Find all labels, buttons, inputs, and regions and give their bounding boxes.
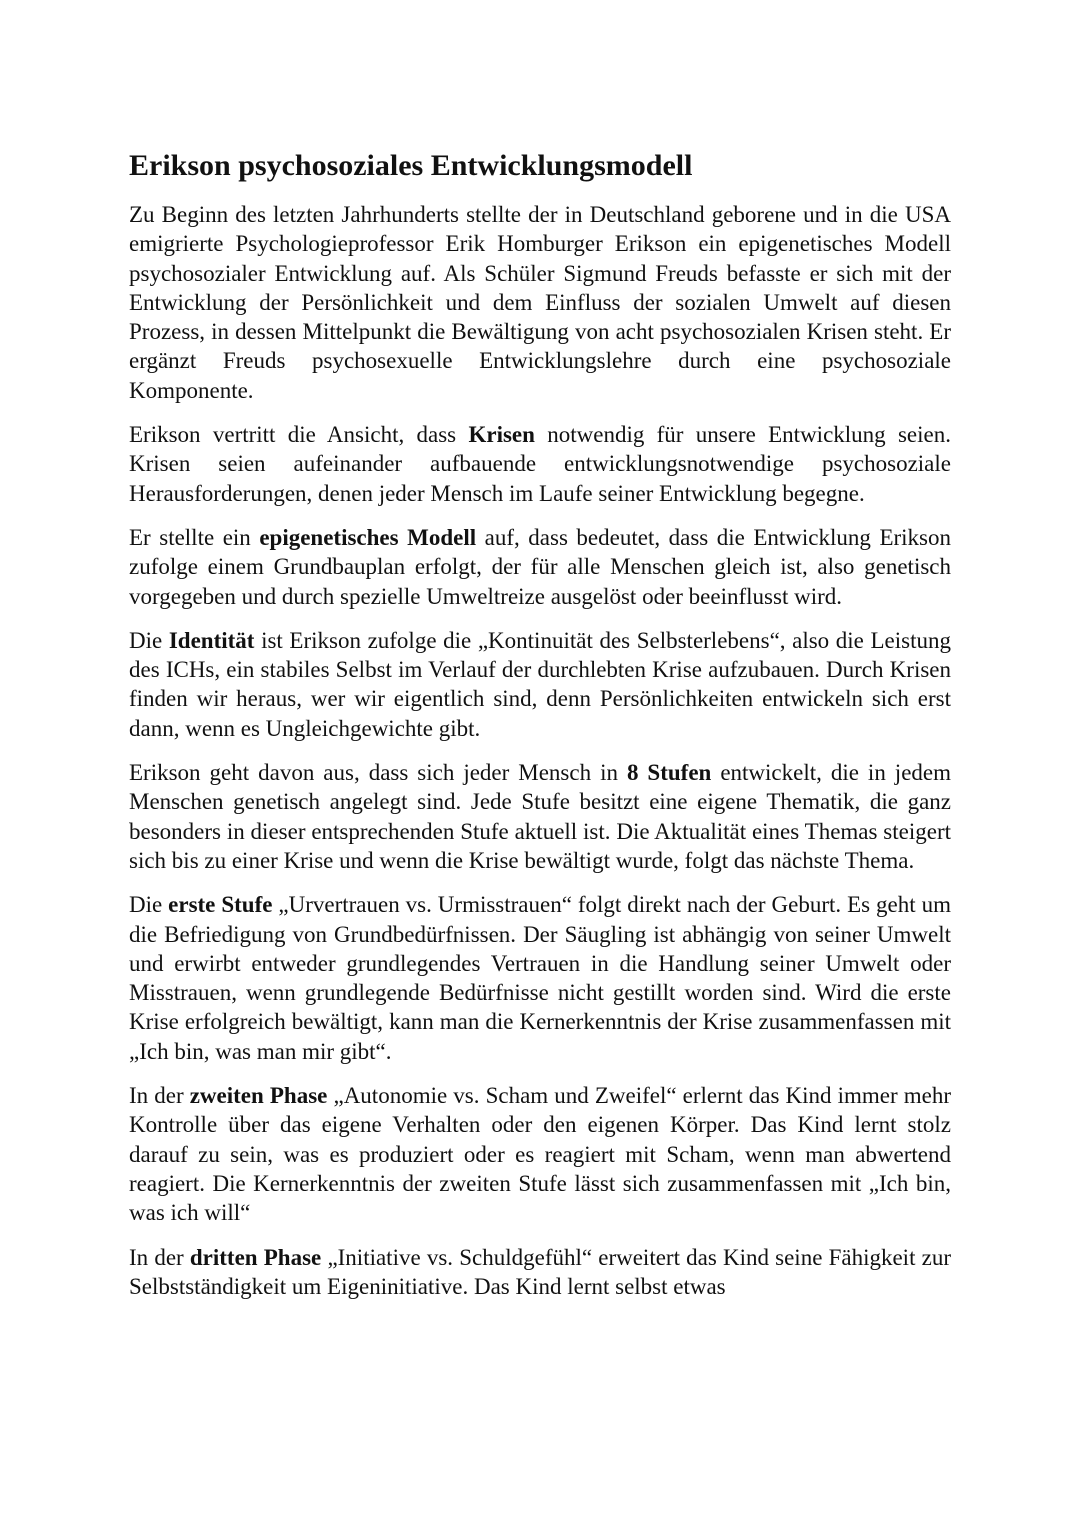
paragraph-text: Erikson geht davon aus, dass sich jeder Mensch in xyxy=(129,760,627,786)
paragraph-stufen xyxy=(129,758,951,875)
bold-term: Identität xyxy=(168,627,255,653)
paragraph-zweite-phase xyxy=(129,1081,951,1227)
paragraph-identitaet xyxy=(129,626,951,743)
paragraph-text: ist Erikson zufolge die „Kontinuität des Selbsterlebens“, also die Leistung des ICHs, ein stabiles Selbst im Verlauf der durchlebten Krise aufzubauen. Durch Krisen finden wir heraus, wer wir eigentlich sind, denn Persönlichkeiten entwickeln sich erst dann, wenn es Ungleichgewichte gibt. xyxy=(129,627,951,741)
paragraph-text: „Initiative vs. Schuldgefühl“ erweitert das Kind seine Fähigkeit zur Selbstständigkeit um Eigeninitiative. Das Kind lernt selbst etwas xyxy=(129,1244,951,1299)
paragraph-text: Die xyxy=(129,627,169,653)
bold-term: erste Stufe xyxy=(168,892,273,918)
paragraph-text: „Autonomie vs. Scham und Zweifel“ erlernt das Kind immer mehr Kontrolle über das eigene Verhalten oder den eigenen Körper. Das Kind lernt stolz darauf zu sein, was es produziert oder es reagiert mit Scham, wenn man abwertend reagiert. Die Kernerkenntnis der zweiten Stufe lässt sich zusammenfassen mit „Ich bin, was ich will“ xyxy=(129,1083,951,1226)
paragraph-erste-stufe xyxy=(129,890,951,1066)
paragraph-text: „Urvertrauen vs. Urmisstrauen“ folgt direkt nach der Geburt. Es geht um die Befriedigung von Grundbedürfnissen. Der Säugling ist abhängig von seiner Umwelt und erwirbt entweder grundlegendes Vertrauen in die Handlung seiner Umwelt oder Misstrauen, wenn grundlegende Bedürfnisse nicht gestillt worden sind. Wird die erste Krise erfolgreich bewältigt, kann man die Kernerkenntnis der Krise zusammenfassen mit „Ich bin, was man mir gibt“. xyxy=(129,892,951,1064)
paragraph-krisen xyxy=(129,420,951,508)
bold-term: Krisen xyxy=(468,422,535,448)
paragraph-text: auf, dass bedeutet, dass die Entwicklung Erikson zufolge einem Grundbauplan erfolgt, der für alle Menschen gleich ist, also genetisch vorgegeben und durch spezielle Umweltreize ausgelöst oder beeinflusst wird. xyxy=(129,524,951,609)
paragraph-text: Zu Beginn des letzten Jahrhunderts stellte der in Deutschland geborene und in die USA emigrierte Psychologieprofessor Erik Homburger Erikson ein epigenetisches Modell psychosozialer Entwicklung auf. Als Schüler Sigmund Freuds befasste er sich mit der Entwicklung der Persönlichkeit und dem Einfluss der sozialen Umwelt auf diesen Prozess, in dessen Mittelpunkt die Bewältigung von acht psychosozialen Krisen steht. Er ergänzt Freuds psychosexuelle Entwicklungslehre durch eine psychosoziale Komponente. xyxy=(129,202,951,403)
paragraph-text: entwickelt, die in jedem Menschen genetisch angelegt sind. Jede Stufe besitzt eine eigene Thematik, die ganz besonders in dieser entsprechenden Stufe aktuell ist. Die Aktualität eines Themas steigert sich bis zu einer Krise und wenn die Krise bewältigt wurde, folgt das nächste Thema. xyxy=(129,760,952,873)
paragraph-text: Erikson vertritt die Ansicht, dass xyxy=(129,422,469,448)
bold-term: epigenetisches Modell xyxy=(259,524,477,550)
paragraph-text: In der xyxy=(129,1083,190,1109)
paragraph-text: notwendig für unsere Entwicklung seien. Krisen seien aufeinander aufbauende entwicklungsnotwendige psychosoziale Herausforderungen, denen jeder Mensch im Laufe seiner Entwicklung begegne. xyxy=(129,422,951,506)
document-page xyxy=(129,146,951,1316)
paragraph-dritte-phase xyxy=(129,1243,951,1302)
paragraph-epigenetisch xyxy=(129,523,951,611)
paragraph-intro xyxy=(129,200,951,405)
document-title: Erikson psychosoziales Entwicklungsmodell xyxy=(129,149,693,182)
bold-term: zweiten Phase xyxy=(189,1083,328,1109)
paragraph-text: In der xyxy=(129,1244,190,1270)
paragraph-text: Die xyxy=(129,892,169,918)
bold-term: dritten Phase xyxy=(189,1244,322,1270)
paragraph-text: Er stellte ein xyxy=(129,524,260,550)
bold-term: 8 Stufen xyxy=(626,760,712,786)
